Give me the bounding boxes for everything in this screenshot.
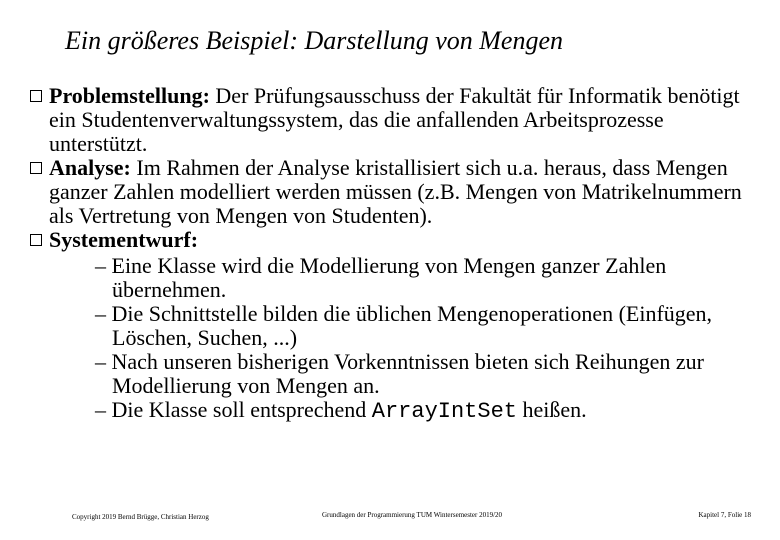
bullet-text: Im Rahmen der Analyse kristallisiert sich u.a. heraus, dass Mengen ganzer Zahlen modelliert werden müssen (z.B. Mengen von Matrikelnummern als Vertretung von Mengen von Studenten). [49,155,742,228]
bullet-label: Analyse: [49,155,131,180]
footer-copyright: Copyright 2019 Bernd Brügge, Christian Herzog [72,513,209,521]
sub-item: – Eine Klasse wird die Modellierung von Mengen ganzer Zahlen übernehmen. [95,253,667,302]
sub-item: – Nach unseren bisherigen Vorkenntnissen bieten sich Reihungen zur Modellierung von Mengen an. [95,349,704,398]
square-bullet-icon [30,162,42,174]
slide-body [30,84,760,424]
systementwurf-sublist [30,254,760,424]
sub-item-text: – Die Klasse soll entsprechend [95,397,372,422]
square-bullet-icon [30,90,42,102]
bullet-label: Problemstellung: [49,83,210,108]
bullet-problemstellung [30,84,760,156]
class-name-code: ArrayIntSet [371,399,517,424]
bullet-text: Der Prüfungsausschuss der Fakultät für Informatik benötigt ein Studentenverwaltungssystem, das die anfallenden Arbeitsprozesse unterstützt. [49,83,740,156]
bullet-analyse [30,156,760,228]
square-bullet-icon [30,234,42,246]
slide-title: Ein größeres Beispiel: Darstellung von Mengen [65,26,563,55]
footer-slide-number: Kapitel 7, Folie 18 [698,511,751,519]
footer-course: Grundlagen der Programmierung TUM Wintersemester 2019/20 [322,511,503,519]
sub-item-text: heißen. [517,397,587,422]
bullet-systementwurf [30,228,760,252]
sub-item-arrayintset [60,398,760,424]
sub-item: – Die Schnittstelle bilden die üblichen Mengenoperationen (Einfügen, Löschen, Suchen, ...) [95,301,713,350]
bullet-label: Systementwurf: [49,227,199,252]
